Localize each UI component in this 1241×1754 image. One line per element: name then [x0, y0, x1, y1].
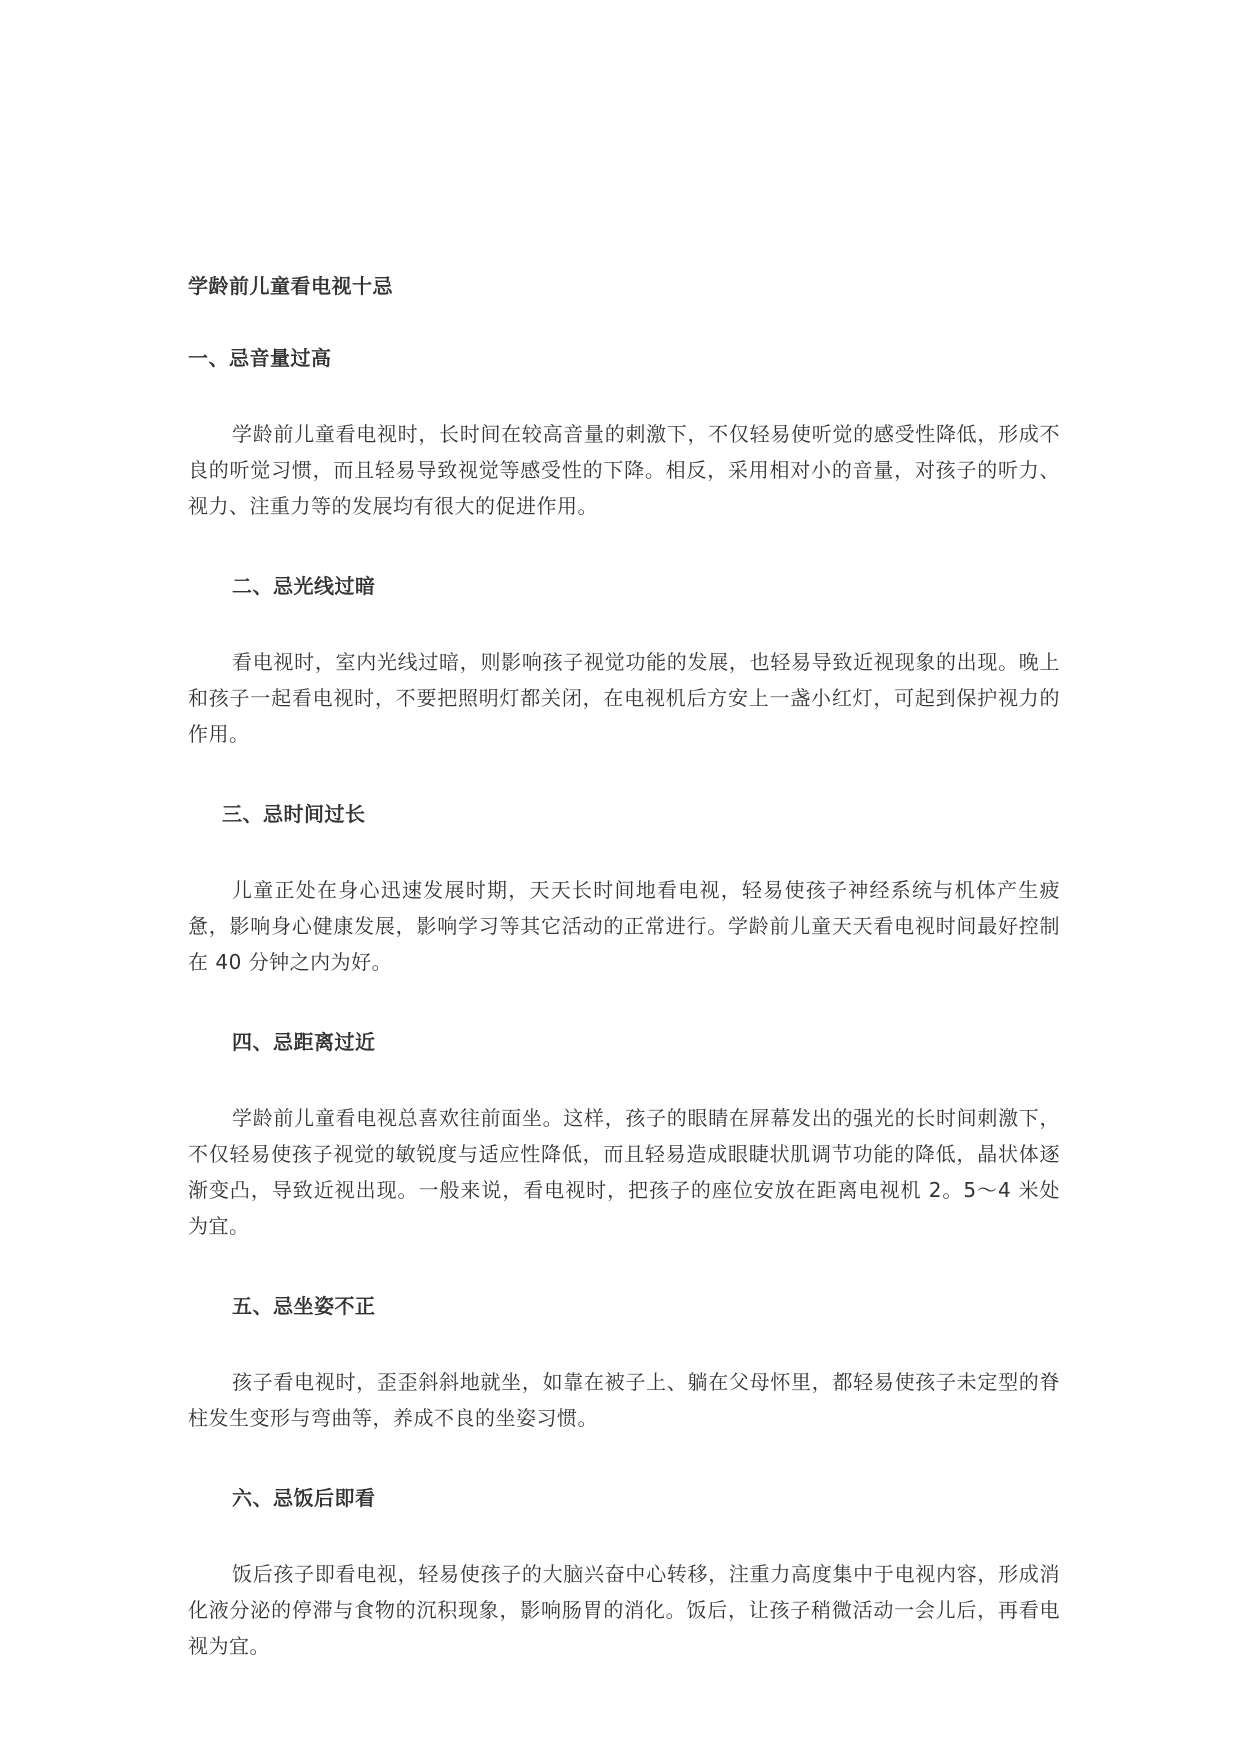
section-body-1: 学龄前儿童看电视时，长时间在较高音量的刺激下，不仅轻易使听觉的感受性降低，形成不良的听觉习惯，而且轻易导致视觉等感受性的下降。相反，采用相对小的音量，对孩子的听力、视力、注重力等的发展均有很大的促进作用。: [188, 422, 1060, 518]
section-body-4: 学龄前儿童看电视总喜欢往前面坐。这样，孩子的眼睛在屏幕发出的强光的长时间刺激下，不仅轻易使孩子视觉的敏锐度与适应性降低，而且轻易造成眼睫状肌调节功能的降低，晶状体逐渐变凸，导致近视出现。一般来说，看电视时，把孩子的座位安放在距离电视机 2。5～4 米处为宜。: [188, 1106, 1060, 1238]
document-title: 学龄前儿童看电视十忌: [188, 274, 393, 298]
section-heading-2: 二、忌光线过暗: [232, 574, 376, 598]
section-heading-6: 六、忌饭后即看: [232, 1486, 376, 1510]
section-heading-1: 一、忌音量过高: [188, 346, 332, 370]
section-body-6: 饭后孩子即看电视，轻易使孩子的大脑兴奋中心转移，注重力高度集中于电视内容，形成消化液分泌的停滞与食物的沉积现象，影响肠胃的消化。饭后，让孩子稍微活动一会儿后，再看电视为宜。: [188, 1562, 1060, 1658]
section-heading-3: 三、忌时间过长: [222, 802, 366, 826]
section-body-2: 看电视时，室内光线过暗，则影响孩子视觉功能的发展，也轻易导致近视现象的出现。晚上和孩子一起看电视时，不要把照明灯都关闭，在电视机后方安上一盏小红灯，可起到保护视力的作用。: [188, 650, 1060, 746]
section-body-3: 儿童正处在身心迅速发展时期，天天长时间地看电视，轻易使孩子神经系统与机体产生疲惫，影响身心健康发展，影响学习等其它活动的正常进行。学龄前儿童天天看电视时间最好控制在 40 分钟之内为好。: [188, 878, 1060, 974]
document-page: [188, 272, 1060, 1712]
section-heading-5: 五、忌坐姿不正: [232, 1294, 376, 1318]
section-heading-4: 四、忌距离过近: [232, 1030, 376, 1054]
section-body-5: 孩子看电视时，歪歪斜斜地就坐，如靠在被子上、躺在父母怀里，都轻易使孩子未定型的脊柱发生变形与弯曲等，养成不良的坐姿习惯。: [188, 1370, 1060, 1430]
